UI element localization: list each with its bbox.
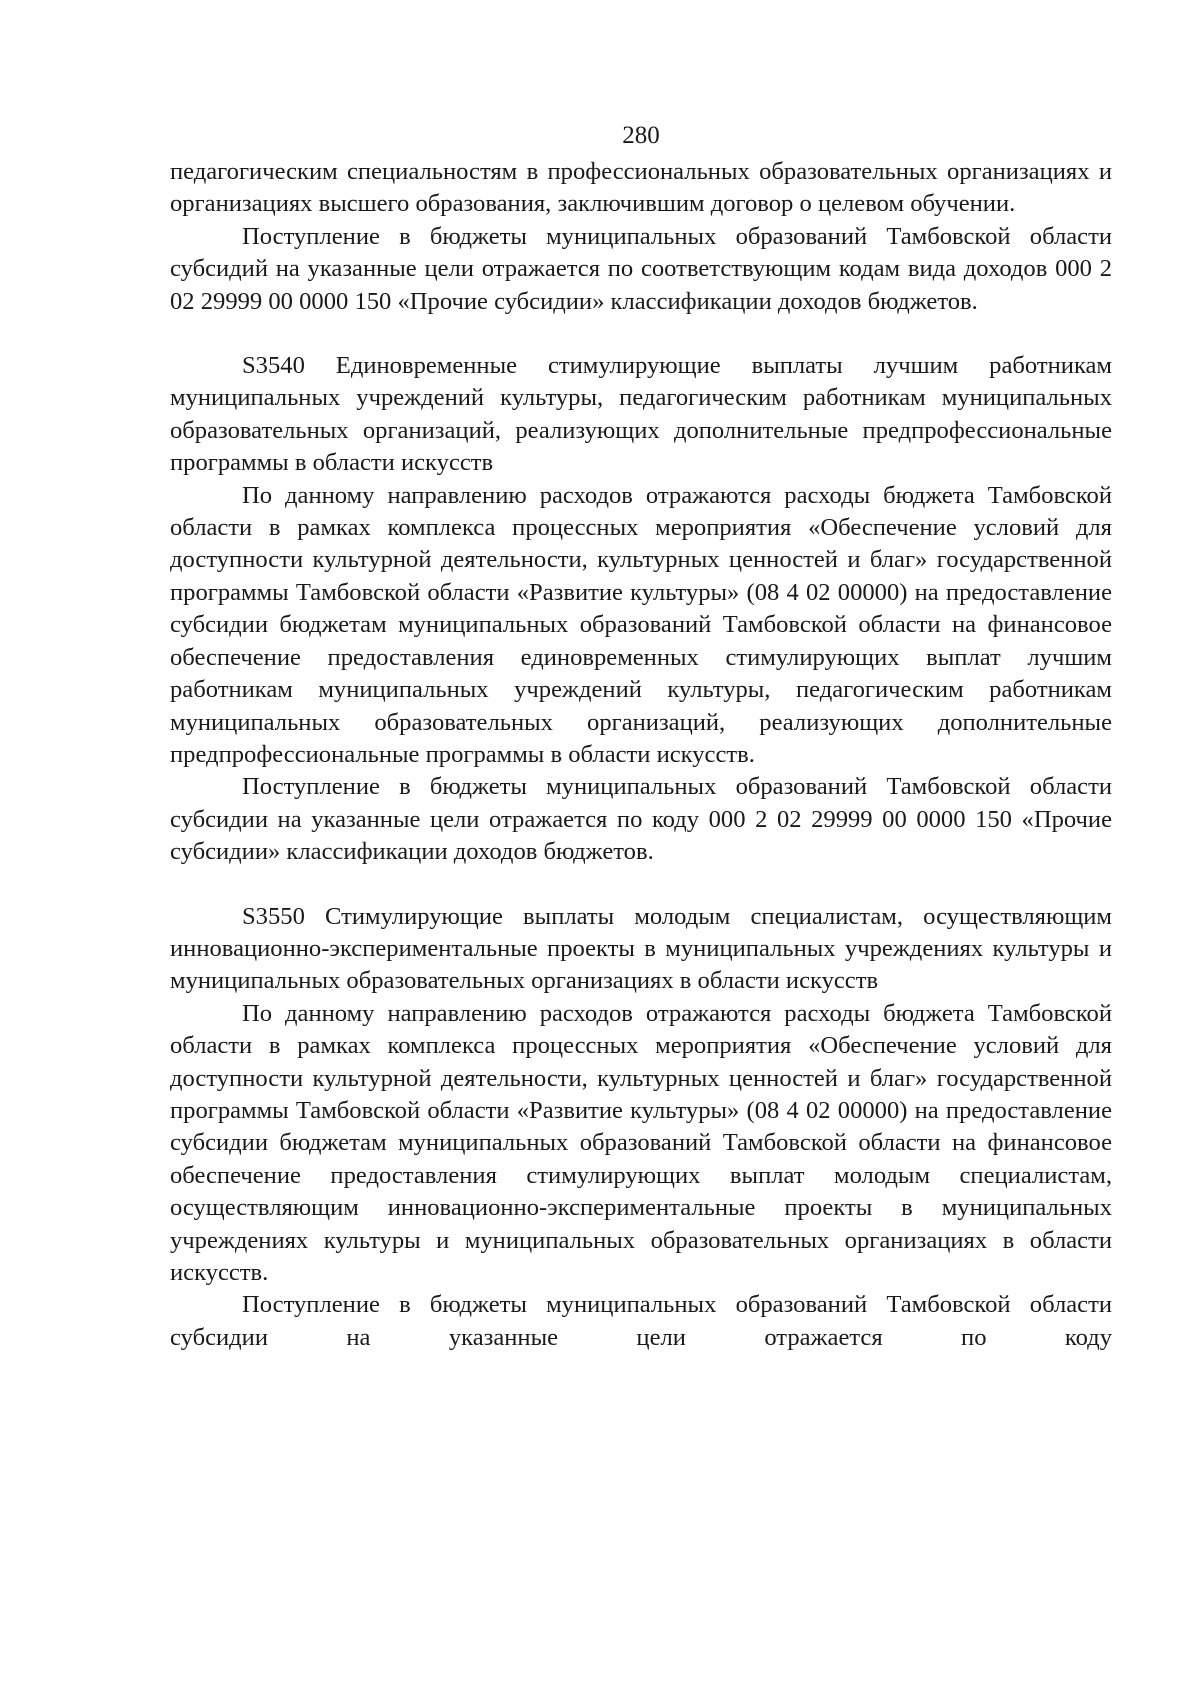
paragraph-s3540-description: По данному направлению расходов отражаются расходы бюджета Тамбовской области в рамках комплекса процессных мероприятия «Обеспечение условий для доступности культурной деятельности, культурных ценностей и благ» государственной программы Тамбовской области «Развитие культуры» (08 4 02 00000) на предоставление субсидии бюджетам муниципальных образований Тамбовской области на финансовое обеспечение предоставления единовременных стимулирующих выплат лучшим работникам муниципальных учреждений культуры, педагогическим работникам муниципальных образовательных организаций, реализующих дополнительные предпрофессиональные программы в области искусств.	[170, 481, 1112, 768]
section-heading-s3540: S3540 Единовременные стимулирующие выплаты лучшим работникам муниципальных учреждений культуры, педагогическим работникам муниципальных образовательных организаций, реализующих дополнительные предпрофессиональные программы в области искусств	[170, 352, 1112, 477]
document-page	[170, 120, 1112, 1354]
paragraph-s3550-description: По данному направлению расходов отражаются расходы бюджета Тамбовской области в рамках комплекса процессных мероприятия «Обеспечение условий для доступности культурной деятельности, культурных ценностей и благ» государственной программы Тамбовской области «Развитие культуры» (08 4 02 00000) на предоставление субсидии бюджетам муниципальных образований Тамбовской области на финансовое обеспечение предоставления стимулирующих выплат молодым специалистам, осуществляющим инновационно-экспериментальные проекты в муниципальных учреждениях культуры и муниципальных образовательных организациях в области искусств.	[170, 999, 1112, 1286]
page-number: 280	[622, 122, 660, 149]
paragraph-continuation: педагогическим специальностям в профессиональных образовательных организациях и организациях высшего образования, заключившим договор о целевом обучении.	[170, 158, 1112, 218]
paragraph-s3550-income-note: Поступление в бюджеты муниципальных образований Тамбовской области субсидии на указанные цели отражается по коду	[170, 1291, 1112, 1351]
section-heading-s3550: S3550 Стимулирующие выплаты молодым специалистам, осуществляющим инновационно-экспериментальные проекты в муниципальных учреждениях культуры и муниципальных образовательных организациях в области искусств	[170, 902, 1112, 995]
paragraph-s3540-income-note: Поступление в бюджеты муниципальных образований Тамбовской области субсидии на указанные цели отражается по коду 000 2 02 29999 00 0000 150 «Прочие субсидии» классификации доходов бюджетов.	[170, 773, 1112, 866]
paragraph-income-note: Поступление в бюджеты муниципальных образований Тамбовской области субсидий на указанные цели отражается по соответствующим кодам вида доходов 000 2 02 29999 00 0000 150 «Прочие субсидии» классификации доходов бюджетов.	[170, 222, 1112, 315]
